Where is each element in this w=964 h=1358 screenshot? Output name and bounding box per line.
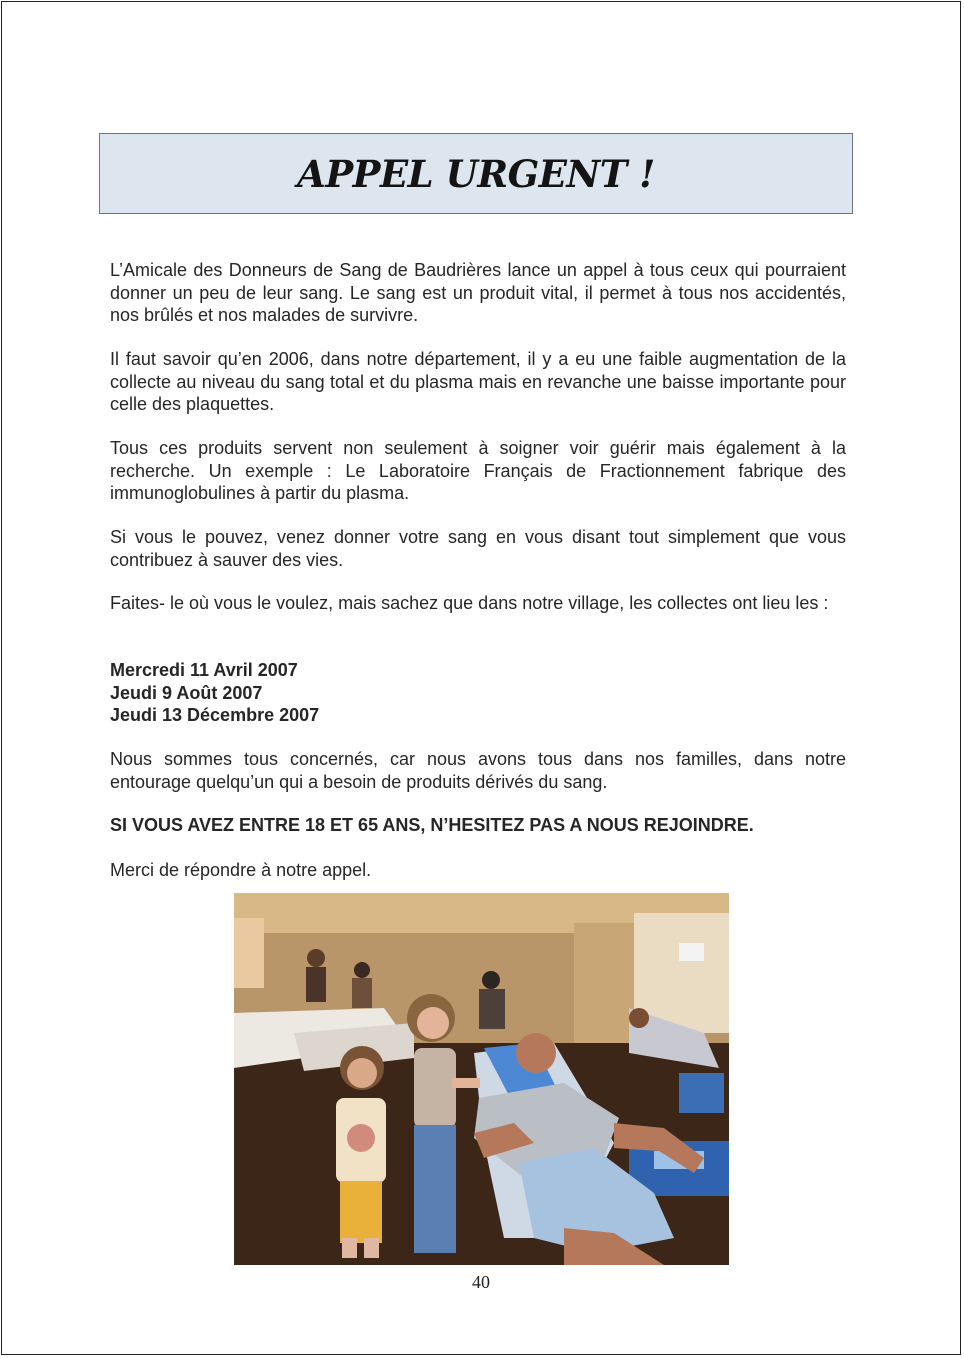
paragraph-collections: Faites- le où vous le voulez, mais sachez que dans notre village, les collectes ont lieu les : — [110, 593, 829, 613]
collection-date: Jeudi 13 Décembre 2007 — [110, 705, 320, 725]
paragraph-research: Tous ces produits servent non seulement à soigner voir guérir mais également à la recherche. Un exemple : Le Laboratoire Français de Fractionnement fabrique des immunoglobulines à partir du plasma. — [110, 438, 846, 503]
collection-date: Mercredi 11 Avril 2007 — [110, 660, 298, 680]
paragraph-intro: L’Amicale des Donneurs de Sang de Baudrières lance un appel à tous ceux qui pourraient donner un peu de leur sang. Le sang est un produit vital, il permet à tous nos accidentés, nos brûlés et nos malades de survivre. — [110, 260, 846, 325]
thanks-line: Merci de répondre à notre appel. — [110, 860, 372, 880]
document-page — [1, 1, 961, 1355]
paragraph-donate: Si vous le pouvez, venez donner votre sang en vous disant tout simplement que vous contribuez à sauver des vies. — [110, 527, 846, 570]
blood-donation-photo — [234, 893, 729, 1265]
call-to-action: SI VOUS AVEZ ENTRE 18 ET 65 ANS, N’HESITEZ PAS A NOUS REJOINDRE. — [110, 815, 754, 835]
page-number: 40 — [472, 1272, 490, 1292]
paragraph-concerned: Nous sommes tous concernés, car nous avons tous dans nos familles, dans notre entourage quelqu’un qui a besoin de produits dérivés du sang. — [110, 749, 846, 792]
collection-date: Jeudi 9 Août 2007 — [110, 682, 263, 703]
paragraph-statistics: Il faut savoir qu’en 2006, dans notre département, il y a eu une faible augmentation de la collecte au niveau du sang total et du plasma mais en revanche une baisse importante pour celle des plaquettes. — [110, 349, 846, 414]
title-banner — [99, 133, 853, 214]
page-title: APPEL URGENT ! — [297, 151, 655, 196]
collection-dates — [110, 659, 846, 727]
